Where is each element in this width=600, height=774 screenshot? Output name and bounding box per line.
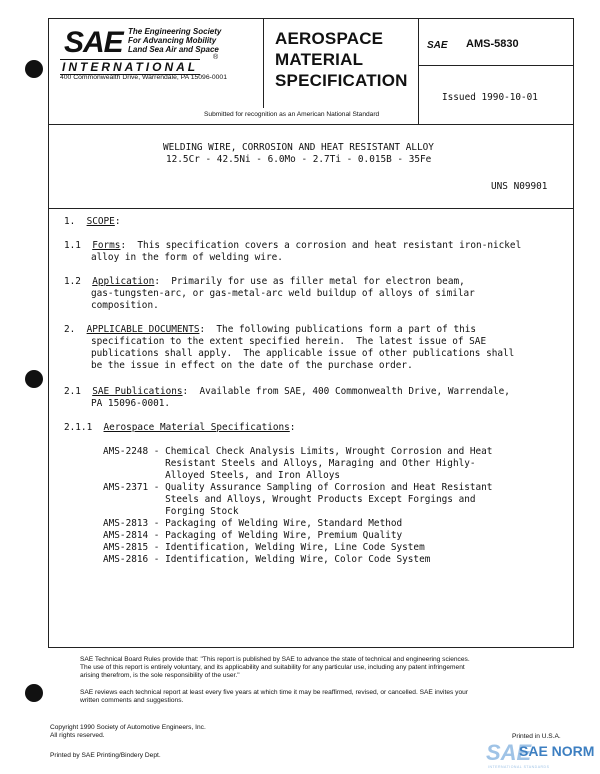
sae-address: 400 Commonwealth Drive, Warrendale, PA 15096-0001 [60, 74, 227, 81]
reference-line: Alloyed Steels, and Iron Alloys [103, 470, 341, 481]
section-2-1-cont: PA 15096-0001. [91, 398, 171, 409]
document-type: AEROSPACE MATERIAL SPECIFICATION [275, 29, 408, 90]
board-rules-note: SAE Technical Board Rules provide that: "This report is published by SAE to advance the state of technical and engineering sciences. The use of this report is entirely voluntary, and its applicability and suitability for any particular use, including any patent infringement arising therefrom, is the sole responsibility of the user." [80, 656, 470, 679]
section-2-cont-3: be the issue in effect on the date of the purchase order. [91, 360, 413, 371]
submitted-note: Submitted for recognition as an American National Standard [204, 111, 380, 118]
ams-box-divider [418, 65, 574, 66]
society-tagline: The Engineering Society For Advancing Mobility Land Sea Air and Space [128, 27, 222, 54]
sae-small-logo: SAE [427, 40, 448, 51]
reference-line: AMS-2248 - Chemical Check Analysis Limits, Wrought Corrosion and Heat [103, 446, 493, 457]
reference-line: AMS-2371 - Quality Assurance Sampling of Corrosion and Heat Resistant [103, 482, 493, 493]
section-2-cont-1: specification to the extent specified herein. The latest issue of SAE [91, 336, 487, 347]
title-line-2: 12.5Cr - 42.5Ni - 6.0Mo - 2.7Ti - 0.015B - 35Fe [166, 154, 432, 165]
section-1: 1. SCOPE: [64, 216, 121, 227]
ams-number: AMS-5830 [466, 38, 519, 50]
punch-hole-bottom [25, 684, 43, 702]
printed-in-usa: Printed in U.S.A. [512, 733, 561, 740]
watermark-text: SAE NORM [519, 743, 595, 759]
reference-line: AMS-2814 - Packaging of Welding Wire, Premium Quality [103, 530, 403, 541]
section-1-1-cont: alloy in the form of welding wire. [91, 252, 283, 263]
international-wordmark: INTERNATIONAL [62, 60, 199, 74]
title-line-1: WELDING WIRE, CORROSION AND HEAT RESISTANT ALLOY [163, 142, 434, 153]
uns-number: UNS N09901 [491, 181, 548, 192]
section-2-1: 2.1 SAE Publications: Available from SAE, 400 Commonwealth Drive, Warrendale, [64, 386, 510, 397]
reference-line: AMS-2815 - Identification, Welding Wire, Line Code System [103, 542, 425, 553]
reference-line: AMS-2813 - Packaging of Welding Wire, Standard Method [103, 518, 403, 529]
title-divider [48, 208, 574, 209]
reference-line: AMS-2816 - Identification, Welding Wire, Color Code System [103, 554, 431, 565]
section-2-1-1: 2.1.1 Aerospace Material Specifications: [64, 422, 296, 433]
section-1-2-cont-2: composition. [91, 300, 159, 311]
printed-by: Printed by SAE Printing/Bindery Dept. [50, 752, 161, 759]
copyright: Copyright 1990 Society of Automotive Engineers, Inc. All rights reserved. [50, 724, 206, 739]
sae-logo: SAE [64, 26, 123, 59]
reference-line: Forging Stock [103, 506, 239, 517]
section-2: 2. APPLICABLE DOCUMENTS: The following publications form a part of this [64, 324, 477, 335]
watermark-subtext: INTERNATIONAL STANDARDS [488, 765, 550, 769]
watermark-logo: SAE [486, 740, 532, 765]
section-1-2-cont-1: gas-tungsten-arc, or gas-metal-arc weld buildup of alloys of similar [91, 288, 475, 299]
header-vertical-2 [418, 18, 419, 124]
reference-line: Resistant Steels and Alloys, Maraging and Other Highly- [103, 458, 476, 469]
review-note: SAE reviews each technical report at least every five years at which time it may be reaffirmed, revised, or cancelled. SAE invites your written comments and suggestions. [80, 689, 468, 704]
issued-date: Issued 1990-10-01 [442, 92, 538, 103]
registered-mark: ® [213, 54, 219, 61]
section-1-1: 1.1 Forms: This specification covers a corrosion and heat resistant iron-nickel [64, 240, 522, 251]
reference-line: Steels and Alloys, Wrought Products Except Forgings and [103, 494, 476, 505]
section-2-cont-2: publications shall apply. The applicable issue of other publications shall [91, 348, 515, 359]
header-vertical-1 [263, 18, 264, 108]
punch-hole-middle [25, 370, 43, 388]
punch-hole-top [25, 60, 43, 78]
section-1-2: 1.2 Application: Primarily for use as filler metal for electron beam, [64, 276, 465, 287]
header-divider [48, 124, 574, 125]
